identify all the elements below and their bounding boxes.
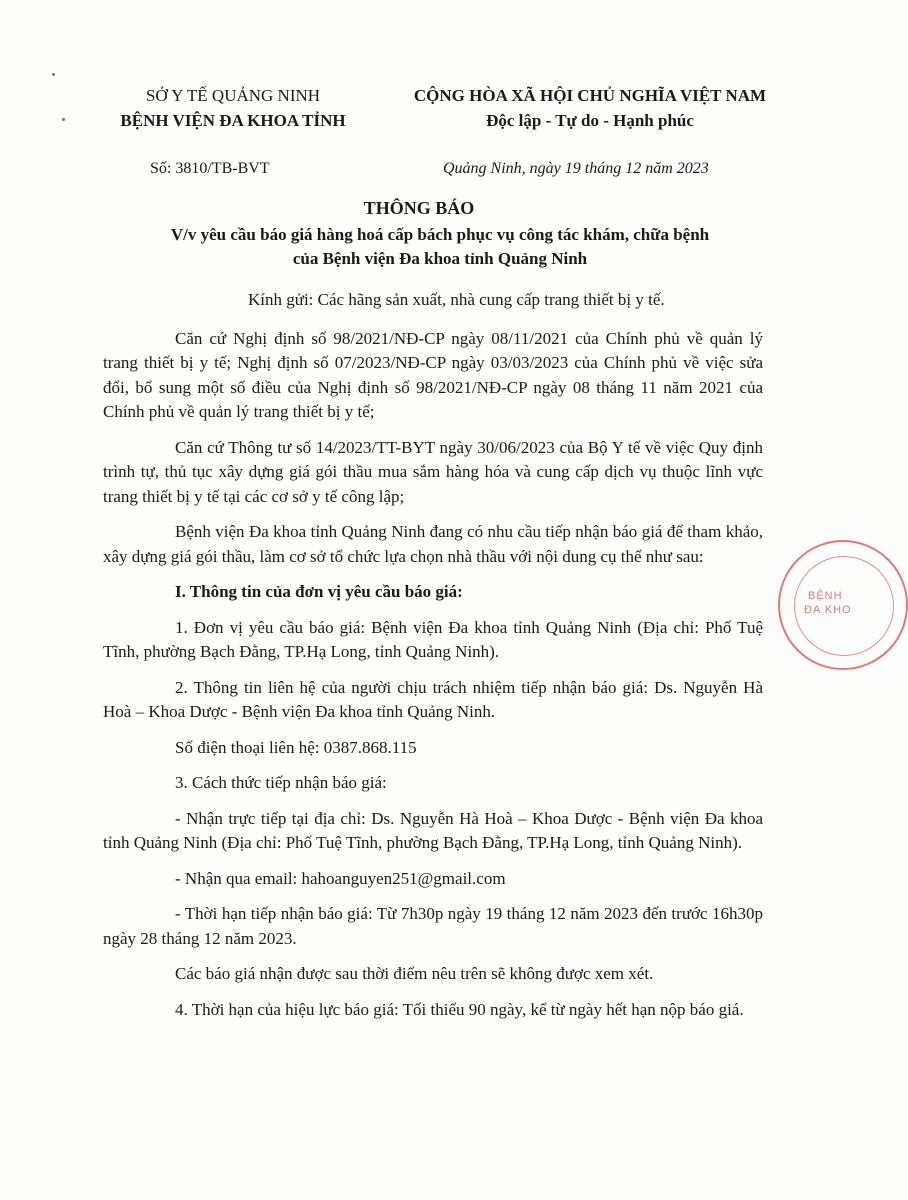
issuer-block	[88, 83, 378, 133]
section-heading: I. Thông tin của đơn vị yêu cầu báo giá:	[175, 582, 463, 601]
place-date: Quảng Ninh, ngày 19 tháng 12 năm 2023	[443, 160, 709, 177]
country-name: CỘNG HÒA XÃ HỘI CHỦ NGHĨA VIỆT NAM	[413, 86, 767, 105]
national-motto: Độc lập - Tự do - Hạnh phúc	[486, 111, 694, 130]
subject-line: của Bệnh viện Đa khoa tỉnh Quảng Ninh	[292, 249, 588, 268]
hospital-name: BỆNH VIỆN ĐA KHOA TỈNH	[120, 111, 346, 130]
official-seal	[778, 540, 908, 670]
scan-speck	[62, 118, 65, 121]
list-item: Các báo giá nhận được sau thời điểm nêu trên sẽ không được xem xét.	[175, 964, 654, 983]
document-subject	[110, 223, 770, 271]
document-number: Số: 3810/TB-BVT	[150, 160, 270, 177]
document-body	[103, 288, 763, 1033]
list-item: 3. Cách thức tiếp nhận báo giá:	[175, 773, 387, 792]
subject-line: V/v yêu cầu báo giá hàng hoá cấp bách phục vụ công tác khám, chữa bệnh	[170, 225, 710, 244]
list-item: - Nhận trực tiếp tại địa chỉ: Ds. Nguyễn Hà Hoà – Khoa Dược - Bệnh viện Đa khoa tỉnh Quảng Ninh (Địa chỉ: Phố Tuệ Tĩnh, phường Bạch Đằng, TP.Hạ Long, tỉnh Quảng Ninh).	[103, 808, 763, 852]
scan-speck	[52, 73, 55, 76]
list-item: 1. Đơn vị yêu cầu báo giá: Bệnh viện Đa khoa tỉnh Quảng Ninh (Địa chỉ: Phố Tuệ Tĩnh, phường Bạch Đằng, TP.Hạ Long, tỉnh Quảng Ninh).	[103, 617, 763, 661]
seal-text: BỆNH	[808, 590, 843, 602]
greeting: Kính gửi: Các hãng sản xuất, nhà cung cấp trang thiết bị y tế.	[248, 290, 665, 309]
list-item: 2. Thông tin liên hệ của người chịu trách nhiệm tiếp nhận báo giá: Ds. Nguyễn Hà Hoà – Khoa Dược - Bệnh viện Đa khoa tỉnh Quảng Ninh.	[103, 677, 763, 721]
list-item: - Thời hạn tiếp nhận báo giá: Từ 7h30p ngày 19 tháng 12 năm 2023 đến trước 16h30p ngày 28 tháng 12 năm 2023.	[103, 904, 763, 948]
legal-basis-paragraph: Căn cứ Thông tư số 14/2023/TT-BYT ngày 30/06/2023 của Bộ Y tế về việc Quy định trình tự, thủ tục xây dựng giá gói thầu mua sắm hàng hóa và cung cấp dịch vụ thuộc lĩnh vực trang thiết bị y tế tại các cơ sở y tế công lập;	[103, 437, 763, 506]
legal-basis-paragraph: Căn cứ Nghị định số 98/2021/NĐ-CP ngày 08/11/2021 của Chính phủ về quản lý trang thiết bị y tế; Nghị định số 07/2023/NĐ-CP ngày 03/03/2023 của Chính phủ về việc sửa đổi, bổ sung một số điều của Nghị định số 98/2021/NĐ-CP ngày 08 tháng 11 năm 2021 của Chính phủ về quản lý trang thiết bị y tế;	[103, 328, 763, 421]
agency-name: SỞ Y TẾ QUẢNG NINH	[145, 86, 321, 105]
purpose-paragraph: Bệnh viện Đa khoa tỉnh Quảng Ninh đang có nhu cầu tiếp nhận báo giá để tham khảo, xây dựng giá gói thầu, làm cơ sở tổ chức lựa chọn nhà thầu với nội dung cụ thể như sau:	[103, 522, 763, 566]
seal-text: ĐA KHO	[804, 604, 852, 616]
list-item: Số điện thoại liên hệ: 0387.868.115	[175, 737, 417, 757]
list-item: 4. Thời hạn của hiệu lực báo giá: Tối thiểu 90 ngày, kể từ ngày hết hạn nộp báo giá.	[175, 999, 744, 1019]
list-item: - Nhận qua email: hahoanguyen251@gmail.com	[175, 868, 506, 888]
national-header	[380, 83, 800, 133]
document-title: THÔNG BÁO	[363, 198, 475, 218]
